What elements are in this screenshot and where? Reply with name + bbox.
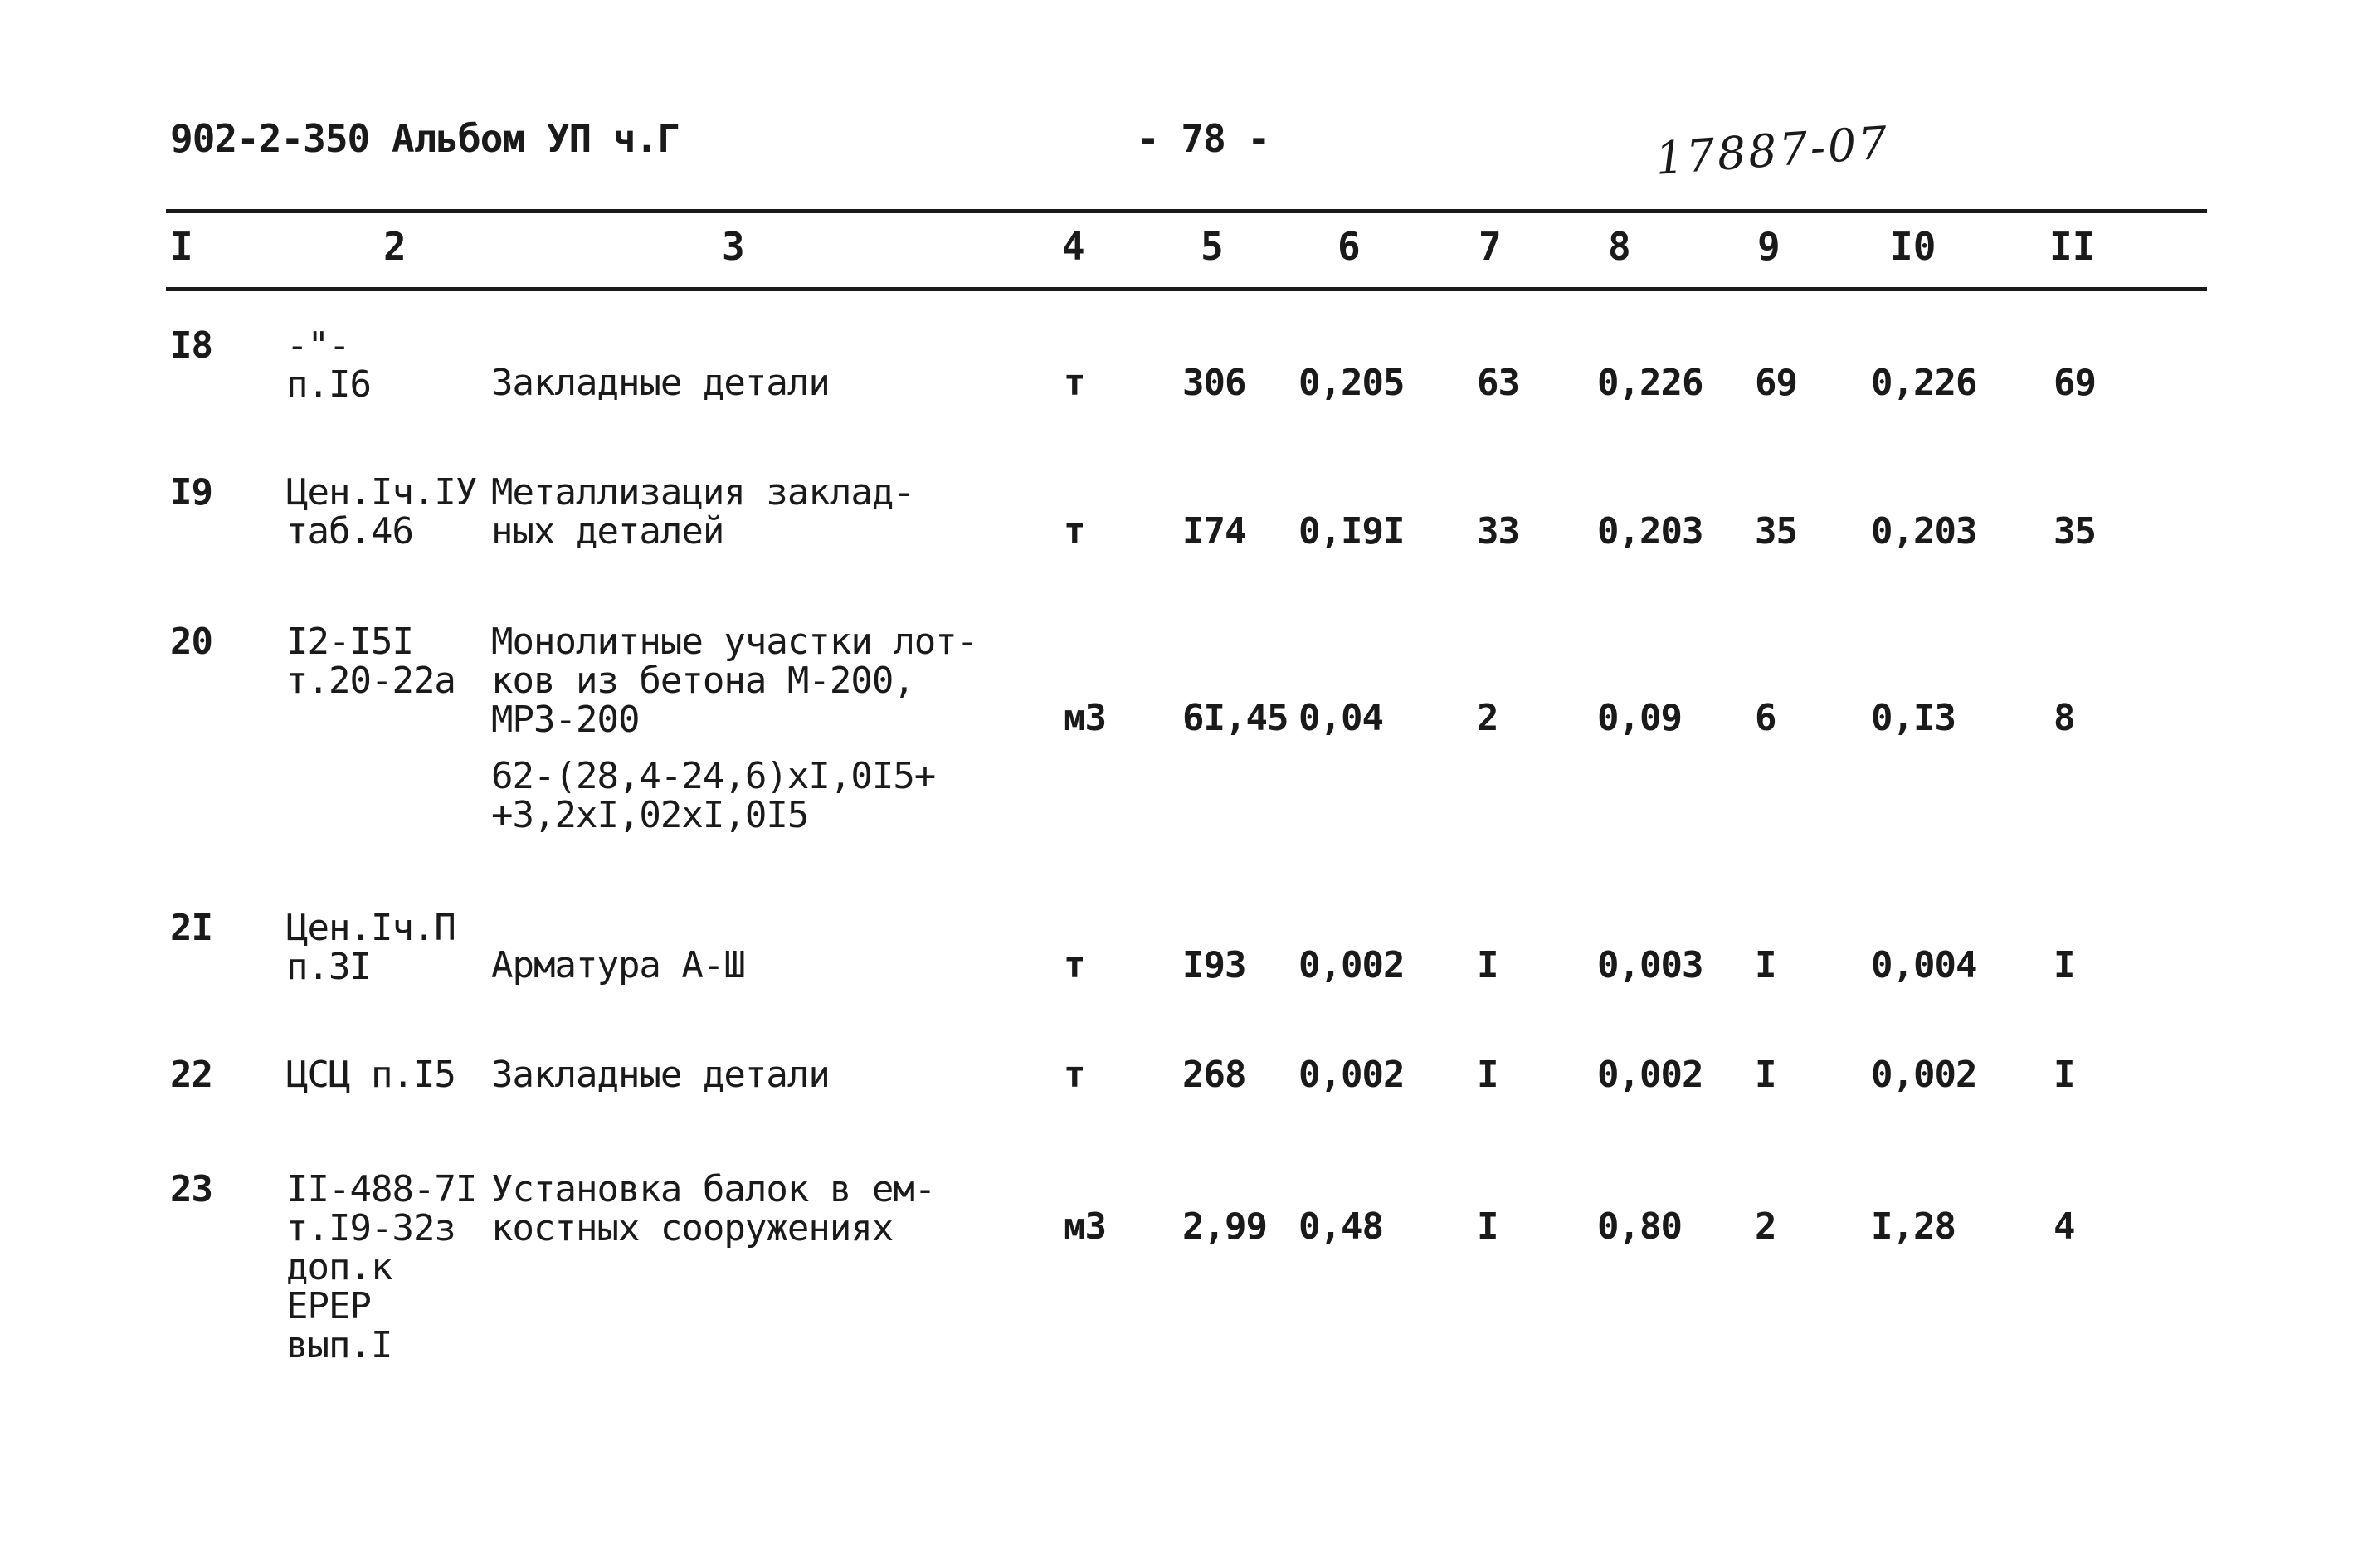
table-cell-col-9: 69 (1755, 362, 1797, 404)
table-cell-col-5: I93 (1182, 944, 1246, 986)
column-header-9: 9 (1757, 224, 1781, 269)
table-cell-col-7: 33 (1477, 510, 1519, 553)
table-cell-col-3: Арматура А-Ш (491, 944, 745, 986)
table-cell-col-10: 0,226 (1871, 362, 1977, 404)
table-cell-col-9: 35 (1755, 510, 1797, 553)
column-header-5: 5 (1201, 224, 1224, 269)
table-cell-col-11: 8 (2053, 697, 2075, 739)
table-cell-col-8: 0,80 (1597, 1205, 1682, 1248)
table-cell-col-1: 23 (170, 1168, 212, 1210)
table-cell-col-11: I (2053, 944, 2075, 986)
table-cell-col-10: 0,002 (1871, 1054, 1977, 1096)
table-cell-col-5: 306 (1182, 362, 1246, 404)
table-top-rule (166, 209, 2207, 213)
table-cell-col-6: 0,205 (1298, 362, 1405, 404)
column-header-2: 2 (383, 224, 407, 269)
table-cell-col-7: I (1477, 1205, 1498, 1248)
table-cell-col-9: I (1755, 1054, 1776, 1096)
table-cell-col-10: 0,004 (1871, 944, 1977, 986)
table-cell-col-2: I2-I5I т.20-22а (286, 621, 455, 702)
table-cell-col-4: т (1064, 1054, 1085, 1096)
table-cell-col-4: т (1064, 362, 1085, 404)
table-cell-col-9: 2 (1755, 1205, 1776, 1248)
table-cell-col-11: 35 (2053, 510, 2096, 553)
table-cell-col-8: 0,226 (1597, 362, 1703, 404)
table-cell-col-11: 4 (2053, 1205, 2075, 1248)
column-header-10: I0 (1890, 224, 1936, 269)
column-header-11: II (2049, 224, 2096, 269)
table-cell-col-4: т (1064, 510, 1085, 553)
table-cell-col-1: I9 (170, 471, 212, 514)
column-header-7: 7 (1479, 224, 1502, 269)
table-cell-col-2: -"- п.I6 (286, 324, 371, 406)
table-cell-col-3: Закладные детали (491, 362, 830, 404)
table-cell-col-1: I8 (170, 324, 212, 367)
table-cell-col-6: 0,48 (1298, 1205, 1383, 1248)
table-cell-col-5: I74 (1182, 510, 1246, 553)
table-cell-col-2: ЦСЦ п.I5 (286, 1054, 455, 1096)
column-header-8: 8 (1608, 224, 1631, 269)
table-cell-col-9: 6 (1755, 697, 1776, 739)
table-cell-col-3: Закладные детали (491, 1054, 830, 1096)
table-cell-col-3: Установка балок в ем- костных сооружениях (491, 1168, 936, 1249)
table-header-rule (166, 287, 2207, 291)
column-header-3: 3 (722, 224, 745, 269)
table-cell-col-2: II-488-7I т.I9-32з доп.к ЕРЕР вып.I (286, 1168, 477, 1366)
table-cell-col-8: 0,003 (1597, 944, 1703, 986)
table-cell-col-7: I (1477, 944, 1498, 986)
table-cell-col-3: Металлизация заклад- ных деталей (491, 471, 914, 553)
table-cell-col-2: Цен.Iч.IУ таб.46 (286, 471, 477, 553)
table-cell-col-8: 0,09 (1597, 697, 1682, 739)
table-cell-col-11: 69 (2053, 362, 2096, 404)
table-cell-col-4: т (1064, 944, 1085, 986)
table-cell-col-9: I (1755, 944, 1776, 986)
table-cell-col-11: I (2053, 1054, 2075, 1096)
table-cell-col-6: 0,002 (1298, 1054, 1405, 1096)
handwritten-registration-number: 17887-07 (1654, 116, 1892, 185)
table-cell-col-5: 268 (1182, 1054, 1246, 1096)
column-header-4: 4 (1062, 224, 1085, 269)
table-cell-col-8: 0,203 (1597, 510, 1703, 553)
column-header-6: 6 (1337, 224, 1361, 269)
table-cell-col-4: м3 (1064, 697, 1106, 739)
table-cell-col-1: 20 (170, 621, 212, 663)
table-cell-col-3-formula: 62-(28,4-24,6)хI,0I5+ +3,2хI,02хI,0I5 (491, 755, 936, 836)
table-cell-col-3: Монолитные участки лот- ков из бетона М-200, МРЗ-200 (491, 621, 978, 741)
table-cell-col-8: 0,002 (1597, 1054, 1703, 1096)
table-cell-col-5: 6I,45 (1182, 697, 1289, 739)
table-cell-col-2: Цен.Iч.П п.3I (286, 907, 455, 988)
table-cell-col-6: 0,04 (1298, 697, 1383, 739)
page-number: - 78 - (1137, 116, 1270, 161)
table-cell-col-1: 2I (170, 907, 212, 949)
column-header-1: I (170, 224, 193, 269)
table-cell-col-1: 22 (170, 1054, 212, 1096)
table-cell-col-10: 0,203 (1871, 510, 1977, 553)
table-cell-col-6: 0,002 (1298, 944, 1405, 986)
table-cell-col-6: 0,I9I (1298, 510, 1405, 553)
table-cell-col-4: м3 (1064, 1205, 1106, 1248)
table-cell-col-10: I,28 (1871, 1205, 1956, 1248)
table-cell-col-7: 2 (1477, 697, 1498, 739)
document-reference: 902-2-350 Альбом УП ч.Г (170, 116, 680, 161)
table-cell-col-10: 0,I3 (1871, 697, 1956, 739)
table-cell-col-7: I (1477, 1054, 1498, 1096)
table-cell-col-7: 63 (1477, 362, 1519, 404)
table-cell-col-5: 2,99 (1182, 1205, 1267, 1248)
